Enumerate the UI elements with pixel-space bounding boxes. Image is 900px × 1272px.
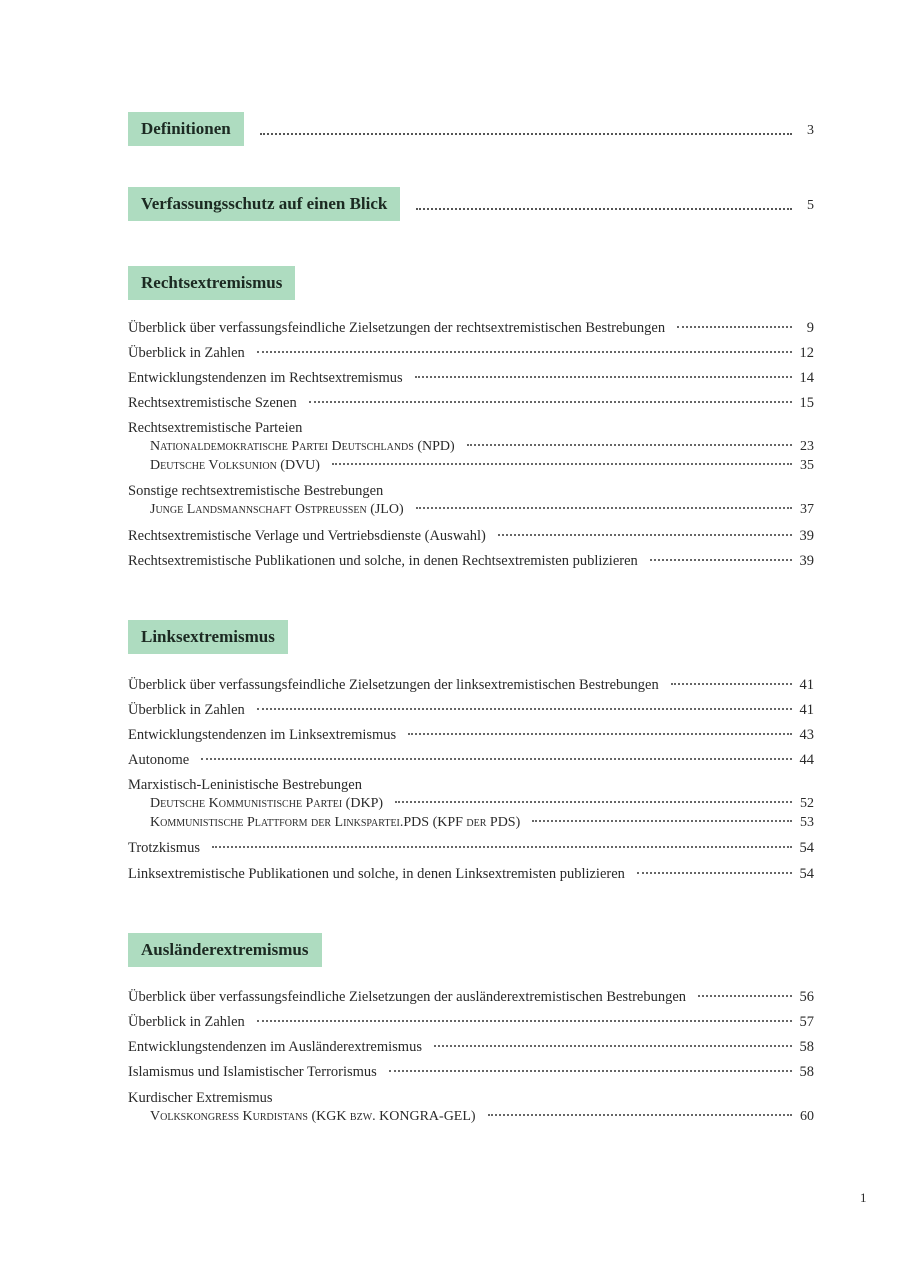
entry-title: Überblick in Zahlen [128, 1014, 245, 1030]
dot-leader [637, 872, 792, 874]
page-number: 41 [799, 702, 814, 718]
page-number: 39 [799, 553, 814, 569]
section-heading: Definitionen [128, 112, 244, 146]
toc-subentry[interactable] [150, 1108, 814, 1126]
dot-leader [257, 351, 792, 353]
entry-title: Rechtsextremistische Szenen [128, 395, 297, 411]
section-heading: Verfassungsschutz auf einen Blick [128, 187, 400, 221]
page-number: 58 [799, 1039, 814, 1055]
entry-title: Kommunistische Plattform der Linkspartei.PDS (KPF der PDS) [150, 815, 521, 830]
dot-leader [488, 1114, 792, 1116]
dot-leader [671, 683, 792, 685]
entry-title: Entwicklungstendenzen im Linksextremismus [128, 727, 397, 743]
toc-entry[interactable] [128, 701, 814, 719]
toc-entry[interactable] [128, 988, 814, 1006]
toc-subentry[interactable] [150, 457, 814, 475]
group-title: Kurdischer Extremismus [128, 1090, 273, 1106]
dot-leader [416, 507, 792, 509]
entry-title: Islamismus und Islamistischer Terrorismus [128, 1064, 377, 1080]
page-number: 9 [806, 320, 814, 336]
entry-title: Autonome [128, 752, 190, 768]
entry-title: Trotzkismus [128, 840, 200, 856]
entry-title: Überblick in Zahlen [128, 345, 245, 361]
group-title: Rechtsextremistische Parteien [128, 420, 303, 436]
dot-leader [212, 846, 792, 848]
dot-leader [309, 401, 792, 403]
dot-leader [698, 995, 792, 997]
page-number: 41 [799, 677, 814, 693]
page-number: 54 [799, 866, 814, 882]
toc-entry[interactable] [128, 865, 814, 883]
page-number: 14 [799, 370, 814, 386]
section-heading-rechtsextremismus: Rechtsextremismus [128, 266, 295, 300]
toc-entry-definitionen[interactable] [128, 112, 814, 146]
toc-entry-verfassungsschutz[interactable] [128, 187, 814, 221]
toc-entry[interactable] [128, 676, 814, 694]
entry-title: Entwicklungstendenzen im Ausländerextremismus [128, 1039, 422, 1055]
toc-entry[interactable] [128, 1013, 814, 1031]
toc-entry[interactable] [128, 527, 814, 545]
entry-title: Überblick über verfassungsfeindliche Zielsetzungen der ausländerextremistischen Bestrebungen [128, 989, 687, 1005]
toc-entry[interactable] [128, 319, 814, 337]
page-number: 60 [800, 1109, 814, 1124]
page-number: 58 [799, 1064, 814, 1080]
dot-leader [532, 820, 792, 822]
page-number: 5 [807, 198, 814, 213]
dot-leader [389, 1070, 792, 1072]
toc-entry[interactable] [128, 394, 814, 412]
page-number: 52 [800, 796, 814, 811]
page-number: 23 [800, 439, 814, 454]
dot-leader [650, 559, 792, 561]
entry-title: Überblick in Zahlen [128, 702, 245, 718]
section-heading-linksextremismus: Linksextremismus [128, 620, 288, 654]
group-title: Sonstige rechtsextremistische Bestrebungen [128, 483, 384, 499]
page-number: 44 [799, 752, 814, 768]
page-number: 56 [799, 989, 814, 1005]
toc-entry[interactable] [128, 751, 814, 769]
dot-leader [415, 376, 792, 378]
dot-leader [434, 1045, 792, 1047]
page-number: 39 [799, 528, 814, 544]
dot-leader [257, 1020, 792, 1022]
dot-leader [408, 733, 792, 735]
dot-leader [395, 801, 792, 803]
page-number: 3 [807, 123, 814, 138]
entry-title: Volkskongress Kurdistans (KGK bzw. KONGRA-GEL) [150, 1109, 476, 1124]
group-title: Marxistisch-Leninistische Bestrebungen [128, 777, 362, 793]
page-number: 15 [799, 395, 814, 411]
page-number: 57 [799, 1014, 814, 1030]
dot-leader [201, 758, 792, 760]
entry-title: Linksextremistische Publikationen und solche, in denen Linksextremisten publizieren [128, 866, 625, 882]
page-number: 35 [800, 458, 814, 473]
toc-subentry[interactable] [150, 438, 814, 456]
entry-title: Deutsche Kommunistische Partei (DKP) [150, 796, 384, 811]
entry-title: Rechtsextremistische Publikationen und solche, in denen Rechtsextremisten publizieren [128, 553, 638, 569]
toc-entry[interactable] [128, 1063, 814, 1081]
toc-subentry[interactable] [150, 795, 814, 813]
toc-entry[interactable] [128, 726, 814, 744]
toc-entry[interactable] [128, 1038, 814, 1056]
page-number: 43 [799, 727, 814, 743]
page-number: 54 [799, 840, 814, 856]
dot-leader [467, 444, 792, 446]
dot-leader [416, 208, 792, 210]
page-number-footer: 1 [860, 1190, 867, 1205]
entry-title: Deutsche Volksunion (DVU) [150, 458, 320, 473]
section-heading-auslaenderextremismus: Ausländerextremismus [128, 933, 322, 967]
dot-leader [332, 463, 792, 465]
page-number: 53 [800, 815, 814, 830]
toc-entry[interactable] [128, 839, 814, 857]
entry-title: Überblick über verfassungsfeindliche Zielsetzungen der linksextremistischen Bestrebungen [128, 677, 659, 693]
entry-title: Junge Landsmannschaft Ostpreussen (JLO) [150, 502, 404, 517]
toc-entry[interactable] [128, 344, 814, 362]
page-number: 12 [799, 345, 814, 361]
dot-leader [498, 534, 792, 536]
entry-title: Rechtsextremistische Verlage und Vertriebsdienste (Auswahl) [128, 528, 486, 544]
toc-subentry[interactable] [150, 814, 814, 832]
toc-entry[interactable] [128, 369, 814, 387]
entry-title: Entwicklungstendenzen im Rechtsextremismus [128, 370, 403, 386]
entry-title: Nationaldemokratische Partei Deutschlands (NPD) [150, 439, 455, 454]
dot-leader [260, 133, 792, 135]
dot-leader [677, 326, 792, 328]
page-number: 37 [800, 502, 814, 517]
toc-subentry[interactable] [150, 501, 814, 519]
dot-leader [257, 708, 792, 710]
toc-entry[interactable] [128, 552, 814, 570]
entry-title: Überblick über verfassungsfeindliche Zielsetzungen der rechtsextremistischen Bestrebungen [128, 320, 666, 336]
